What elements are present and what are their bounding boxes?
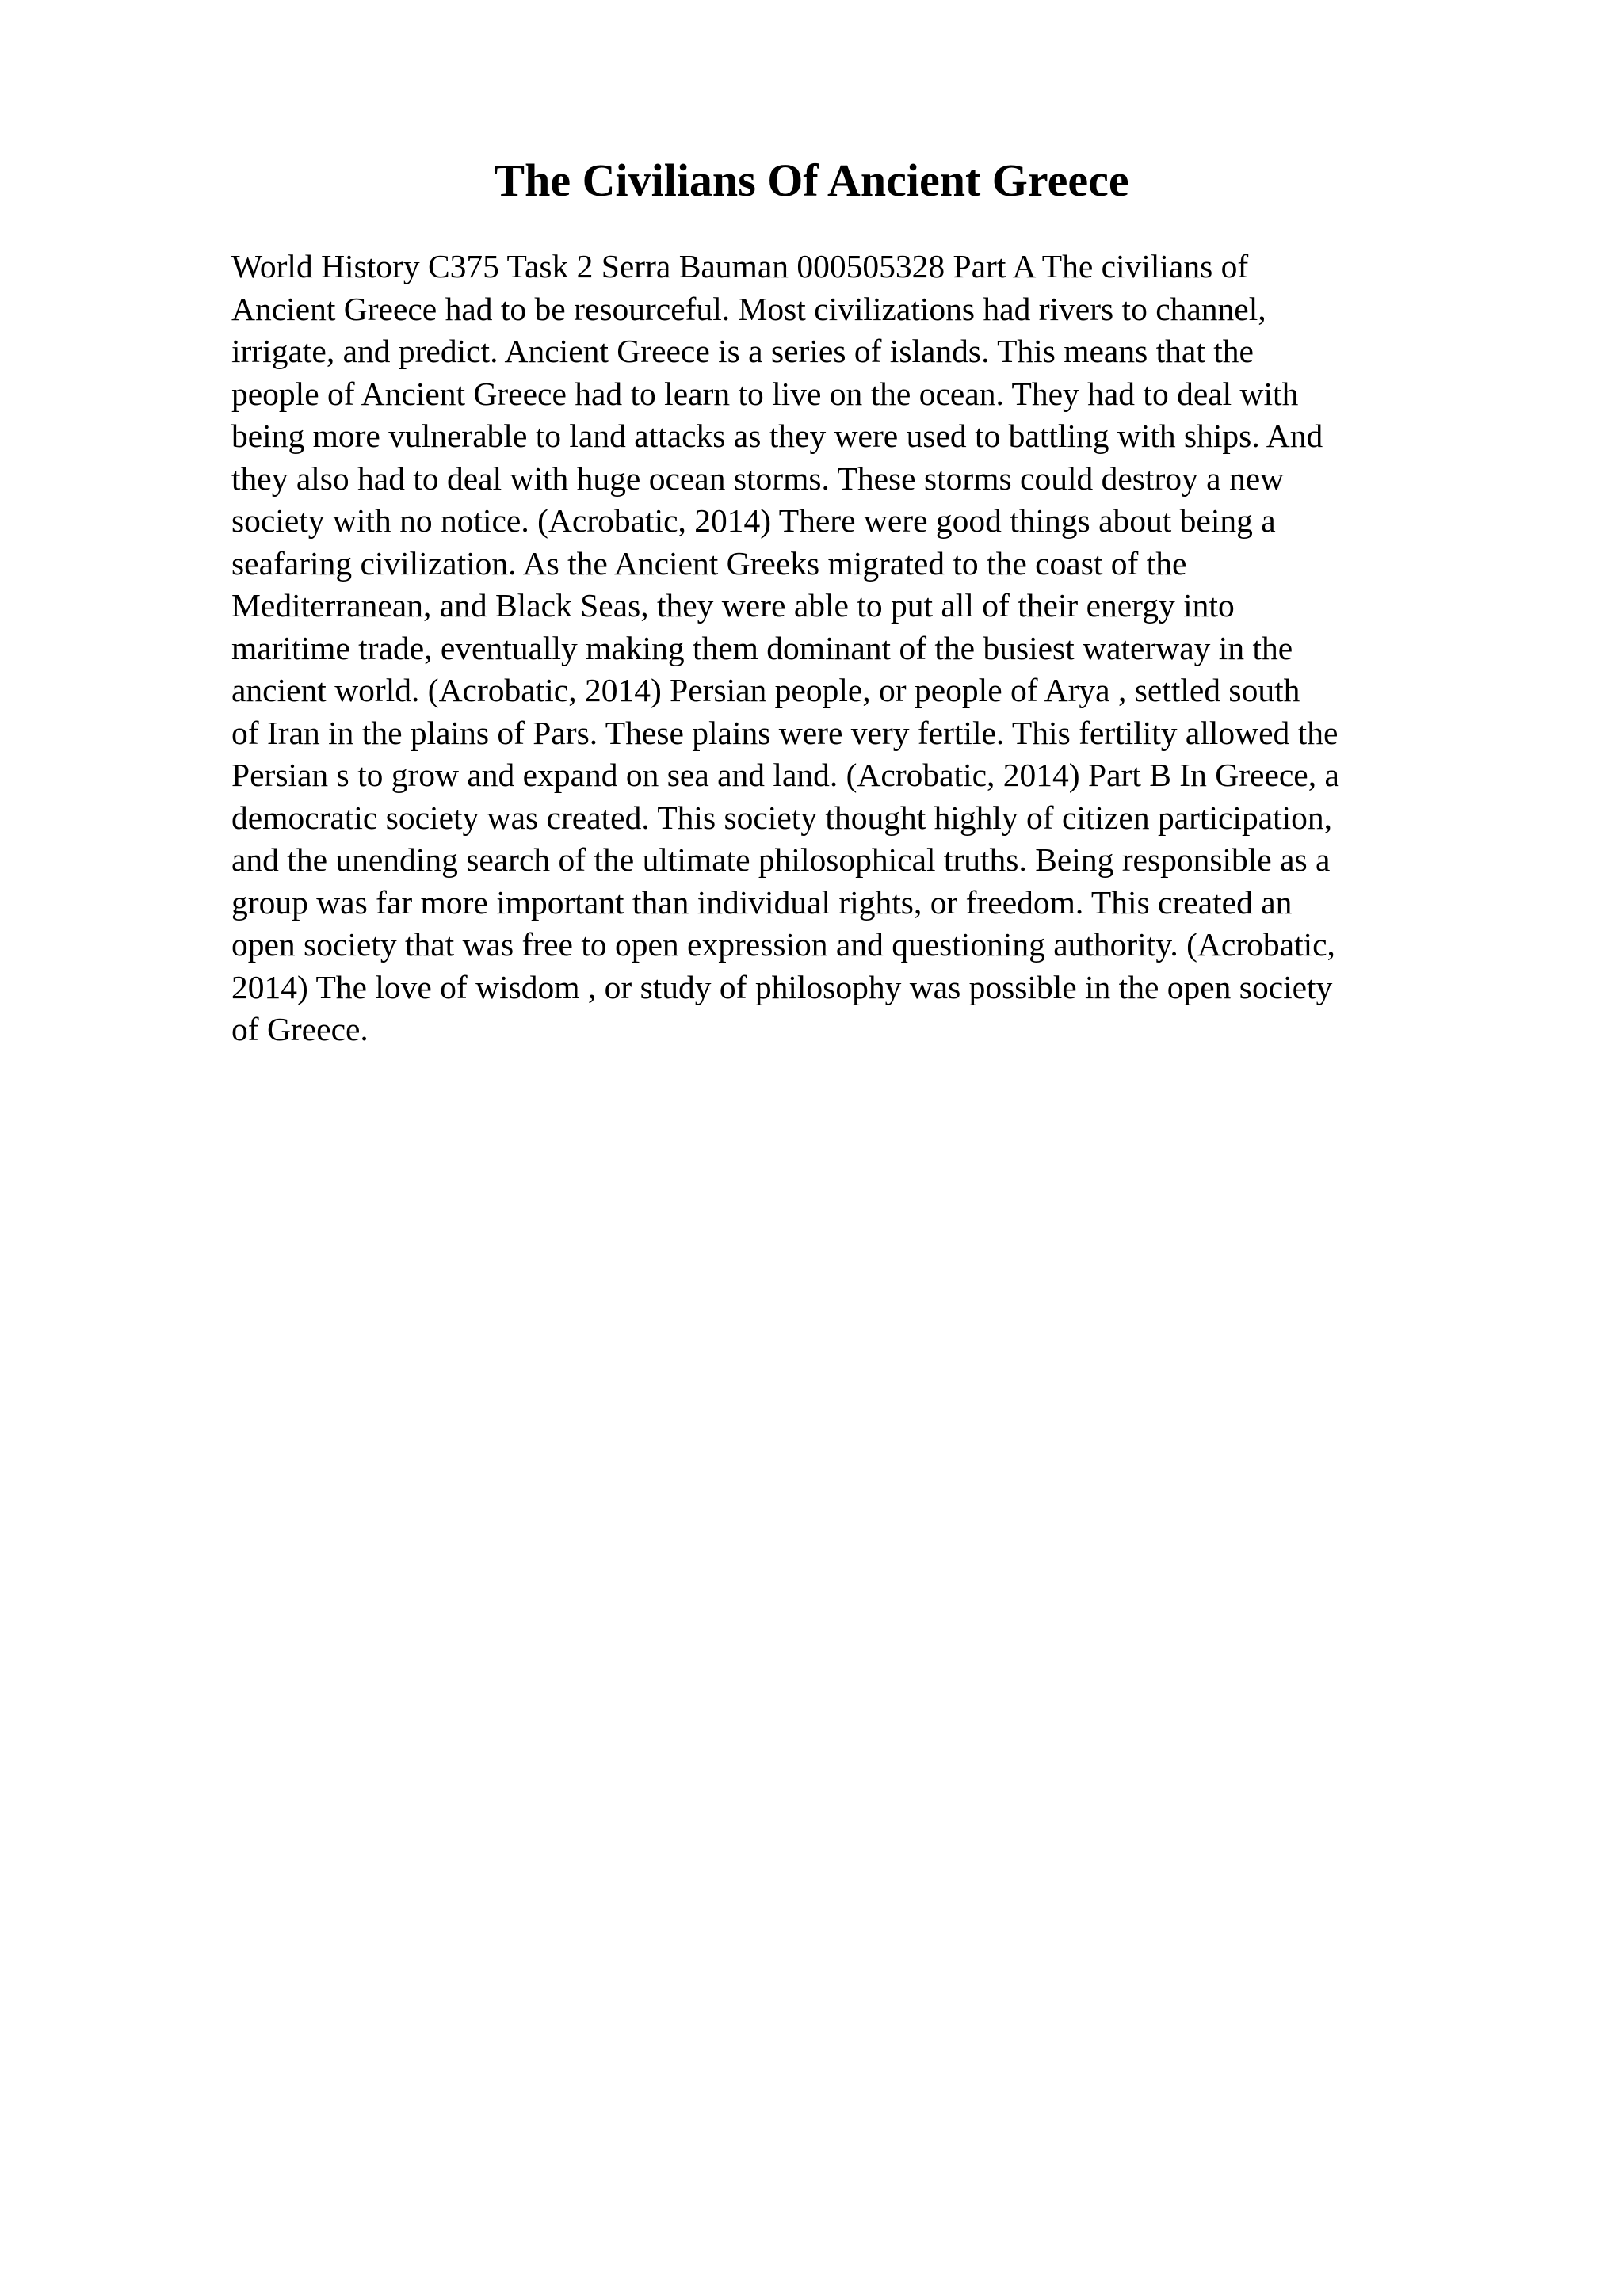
body-line: Mediterranean, and Black Seas, they were able to put all of their energy into — [231, 587, 1235, 624]
body-line: society with no notice. (Acrobatic, 2014) There were good things about being a — [231, 502, 1276, 539]
body-line: ancient world. (Acrobatic, 2014) Persian people, or people of Arya , settled south — [231, 672, 1300, 708]
body-line: maritime trade, eventually making them dominant of the busiest waterway in the — [231, 629, 1293, 666]
body-paragraph — [231, 246, 1484, 1051]
body-line: people of Ancient Greece had to learn to live on the ocean. They had to deal with — [231, 375, 1299, 412]
body-line: World History C375 Task 2 Serra Bauman 000505328 Part A The civilians of — [231, 248, 1249, 284]
body-line: and the unending search of the ultimate philosophical truths. Being responsible as a — [231, 841, 1331, 878]
body-line: group was far more important than individual rights, or freedom. This created an — [231, 883, 1293, 921]
body-line: Persian s to grow and expand on sea and land. (Acrobatic, 2014) Part B In Greece, a — [231, 757, 1339, 793]
body-line: irrigate, and predict. Ancient Greece is a series of islands. This means that the — [231, 333, 1254, 369]
body-line: open society that was free to open expression and questioning authority. (Acrobatic, — [231, 926, 1335, 963]
body-line: seafaring civilization. As the Ancient Greeks migrated to the coast of the — [231, 544, 1187, 582]
body-line: Ancient Greece had to be resourceful. Most civilizations had rivers to channel, — [231, 290, 1266, 327]
body-line: of Iran in the plains of Pars. These plains were very fertile. This fertility allowed the — [231, 714, 1338, 751]
body-line: they also had to deal with huge ocean storms. These storms could destroy a new — [231, 460, 1285, 497]
body-line: 2014) The love of wisdom , or study of philosophy was possible in the open society — [231, 968, 1333, 1005]
body-line: democratic society was created. This society thought highly of citizen participation, — [231, 799, 1333, 836]
body-line: of Greece. — [231, 1011, 369, 1047]
page-title: The Civilians Of Ancient Greece — [494, 154, 1129, 206]
body-line: being more vulnerable to land attacks as they were used to battling with ships. And — [231, 418, 1323, 454]
